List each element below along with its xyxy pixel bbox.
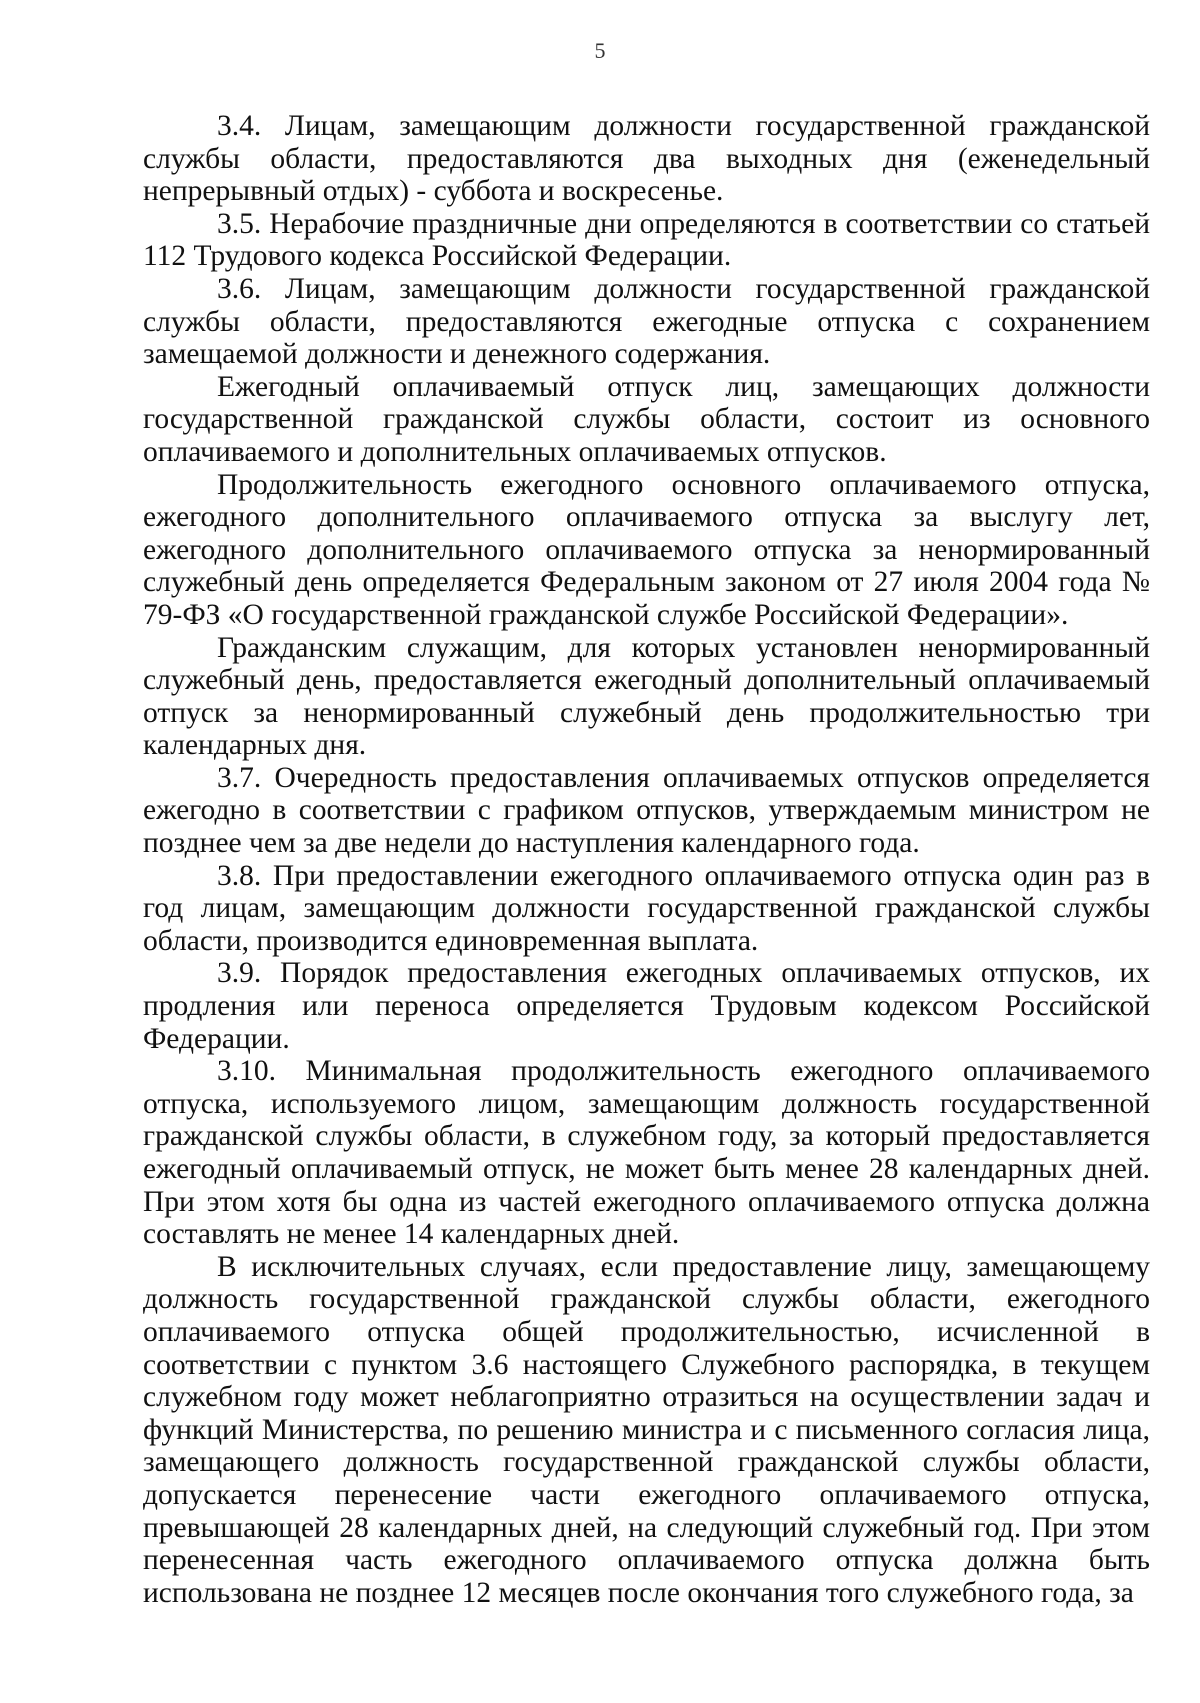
paragraph-3-10: 3.10. Минимальная продолжительность ежегодного оплачиваемого отпуска, используемого лицом, замещающим должность государственной гражданской службы области, в служебном году, за который предоставляется ежегодный оплачиваемый отпуск, не может быть менее 28 календарных дней. При этом хотя бы одна из частей ежегодного оплачиваемого отпуска должна составлять не менее 14 календарных дней.: [143, 1055, 1150, 1251]
document-body: [143, 110, 1150, 1609]
paragraph-3-5: 3.5. Нерабочие праздничные дни определяются в соответствии со статьей 112 Трудового кодекса Российской Федерации.: [143, 207, 1150, 273]
paragraph-3-7: 3.7. Очередность предоставления оплачиваемых отпусков определяется ежегодно в соответствии с графиком отпусков, утверждаемым министром не позднее чем за две недели до наступления календарного года.: [143, 761, 1150, 860]
paragraph-3-4: 3.4. Лицам, замещающим должности государственной гражданской службы области, предоставляются два выходных дня (еженедельный непрерывный отдых) - суббота и воскресенье.: [143, 110, 1150, 208]
page-number: 5: [594, 38, 606, 63]
paragraph-leave-duration: Продолжительность ежегодного основного оплачиваемого отпуска, ежегодного дополнительного оплачиваемого отпуска за выслугу лет, ежегодного дополнительного оплачиваемого отпуска за ненормированный служебный день определяется Федеральным законом от 27 июля 2004 года № 79-ФЗ «О государственной гражданской службе Российской Федерации».: [143, 468, 1150, 631]
paragraph-annual-leave-composition: Ежегодный оплачиваемый отпуск лиц, замещающих должности государственной гражданской службы области, состоит из основного оплачиваемого и дополнительных оплачиваемых отпусков.: [143, 370, 1150, 468]
paragraph-exceptional-cases: В исключительных случаях, если предоставление лицу, замещающему должность государственной гражданской службы области, ежегодного оплачиваемого отпуска общей продолжительностью, исчисленной в соответствии с пунктом 3.6 настоящего Служебного распорядка, в текущем служебном году может неблагоприятно отразиться на осуществлении задач и функций Министерства, по решению министра и с письменного согласия лица, замещающего должность государственной гражданской службы области, допускается перенесение части ежегодного оплачиваемого отпуска, превышающей 28 календарных дней, на следующий служебный год. При этом перенесенная часть ежегодного оплачиваемого отпуска должна быть использована не позднее 12 месяцев после окончания того служебного года, за: [143, 1250, 1150, 1609]
paragraph-3-9: 3.9. Порядок предоставления ежегодных оплачиваемых отпусков, их продления или переноса определяется Трудовым кодексом Российской Федерации.: [143, 957, 1150, 1055]
paragraph-3-8: 3.8. При предоставлении ежегодного оплачиваемого отпуска один раз в год лицам, замещающим должности государственной гражданской службы области, производится единовременная выплата.: [143, 859, 1150, 957]
paragraph-3-6: 3.6. Лицам, замещающим должности государственной гражданской службы области, предоставляются ежегодные отпуска с сохранением замещаемой должности и денежного содержания.: [143, 272, 1150, 371]
paragraph-irregular-day-leave: Гражданским служащим, для которых установлен ненормированный служебный день, предоставляется ежегодный дополнительный оплачиваемый отпуск за ненормированный служебный день продолжительностью три календарных дня.: [143, 631, 1150, 762]
